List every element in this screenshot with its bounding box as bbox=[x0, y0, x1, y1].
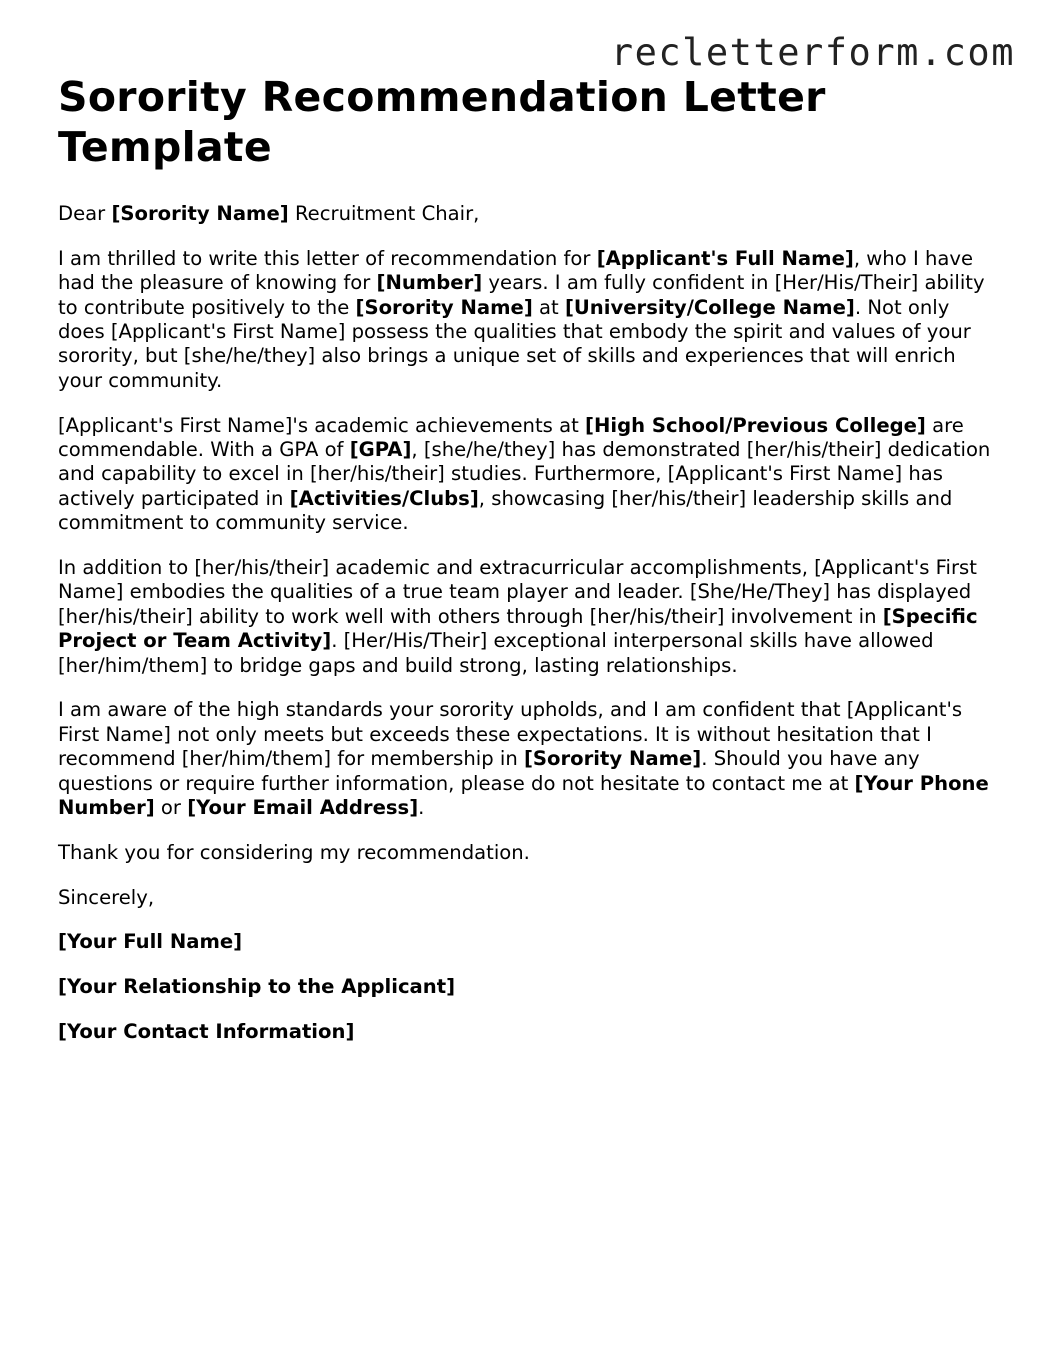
paragraph-introduction bbox=[58, 247, 993, 393]
signer-name-placeholder: [Your Full Name] bbox=[58, 930, 243, 954]
activities-placeholder: [Activities/Clubs] bbox=[289, 486, 479, 510]
sorority-name-placeholder: [Sorority Name] bbox=[111, 202, 289, 225]
letter-body bbox=[58, 202, 993, 1044]
text-run: . [Her/His/Their] exceptional interpersonal skills have allowed [her/him/them] to bridge gaps and build strong, lasting relationships. bbox=[58, 629, 934, 677]
gpa-placeholder: [GPA] bbox=[349, 438, 412, 462]
text-run: years. I am fully confident in [Her/His/Their] ability to contribute positively to the bbox=[58, 271, 985, 319]
closing-thanks: Thank you for considering my recommendation. bbox=[58, 840, 530, 864]
text-run: In addition to [her/his/their] academic and extracurricular accomplishments, [Applicant's First Name] embodies the qualities of a true team player and leader. [She/He/They] has displayed [her/his/their] ability to work well with others through [her/his/their] involvement in bbox=[58, 556, 977, 628]
page-title: Sorority Recommendation Letter Template bbox=[58, 73, 826, 171]
sign-off: Sincerely, bbox=[58, 885, 155, 909]
text-run: . bbox=[418, 796, 425, 820]
previous-school-placeholder: [High School/Previous College] bbox=[585, 413, 926, 437]
sorority-name-placeholder: [Sorority Name] bbox=[523, 747, 702, 771]
paragraph-leadership bbox=[58, 556, 993, 678]
signer-relationship-placeholder: [Your Relationship to the Applicant] bbox=[58, 975, 456, 999]
text-run: at bbox=[532, 295, 565, 319]
project-placeholder: [Specific Project or Team Activity] bbox=[58, 604, 978, 653]
text-run: , showcasing [her/his/their] leadership skills and commitment to community service. bbox=[58, 486, 953, 535]
phone-number-placeholder: [Your Phone Number] bbox=[58, 771, 989, 820]
applicant-full-name-placeholder: [Applicant's Full Name] bbox=[596, 246, 854, 270]
salutation-suffix: Recruitment Chair, bbox=[288, 202, 480, 225]
text-run: . Should you have any questions or require further information, please do not hesitate to contact me at bbox=[58, 747, 920, 795]
text-run: [Applicant's First Name]'s academic achievements at bbox=[58, 413, 586, 437]
text-run: are commendable. With a GPA of bbox=[58, 413, 964, 462]
text-run: . Not only does [Applicant's First Name] possess the qualities that embody the spirit and values of your sorority, but [she/he/they] also brings a unique set of skills and experiences that will enrich your community. bbox=[58, 295, 971, 392]
site-watermark: recletterform.com bbox=[610, 31, 1015, 74]
text-run: , who I have had the pleasure of knowing for bbox=[58, 246, 974, 295]
salutation-prefix: Dear bbox=[58, 202, 112, 225]
text-run: I am thrilled to write this letter of recommendation for bbox=[58, 246, 597, 270]
number-placeholder: [Number] bbox=[376, 271, 483, 295]
email-address-placeholder: [Your Email Address] bbox=[187, 796, 419, 820]
signer-contact-placeholder: [Your Contact Information] bbox=[58, 1020, 355, 1044]
university-name-placeholder: [University/College Name] bbox=[564, 295, 855, 319]
sorority-name-placeholder: [Sorority Name] bbox=[355, 295, 533, 319]
paragraph-endorsement bbox=[58, 698, 993, 820]
text-run: or bbox=[154, 796, 188, 820]
letter-page bbox=[58, 72, 993, 1065]
salutation bbox=[58, 202, 993, 226]
text-run: , [she/he/they] has demonstrated [her/his/their] dedication and capability to excel in [her/his/their] studies. Furthermore, [Applicant's First Name] has actively participated in bbox=[58, 438, 991, 510]
text-run: I am aware of the high standards your sorority upholds, and I am confident that [Applicant's First Name] not only meets but exceeds these expectations. It is without hesitation that I recommend [her/him/them] for membership in bbox=[58, 698, 963, 771]
paragraph-academics bbox=[58, 414, 993, 536]
signature-block bbox=[58, 930, 993, 1044]
